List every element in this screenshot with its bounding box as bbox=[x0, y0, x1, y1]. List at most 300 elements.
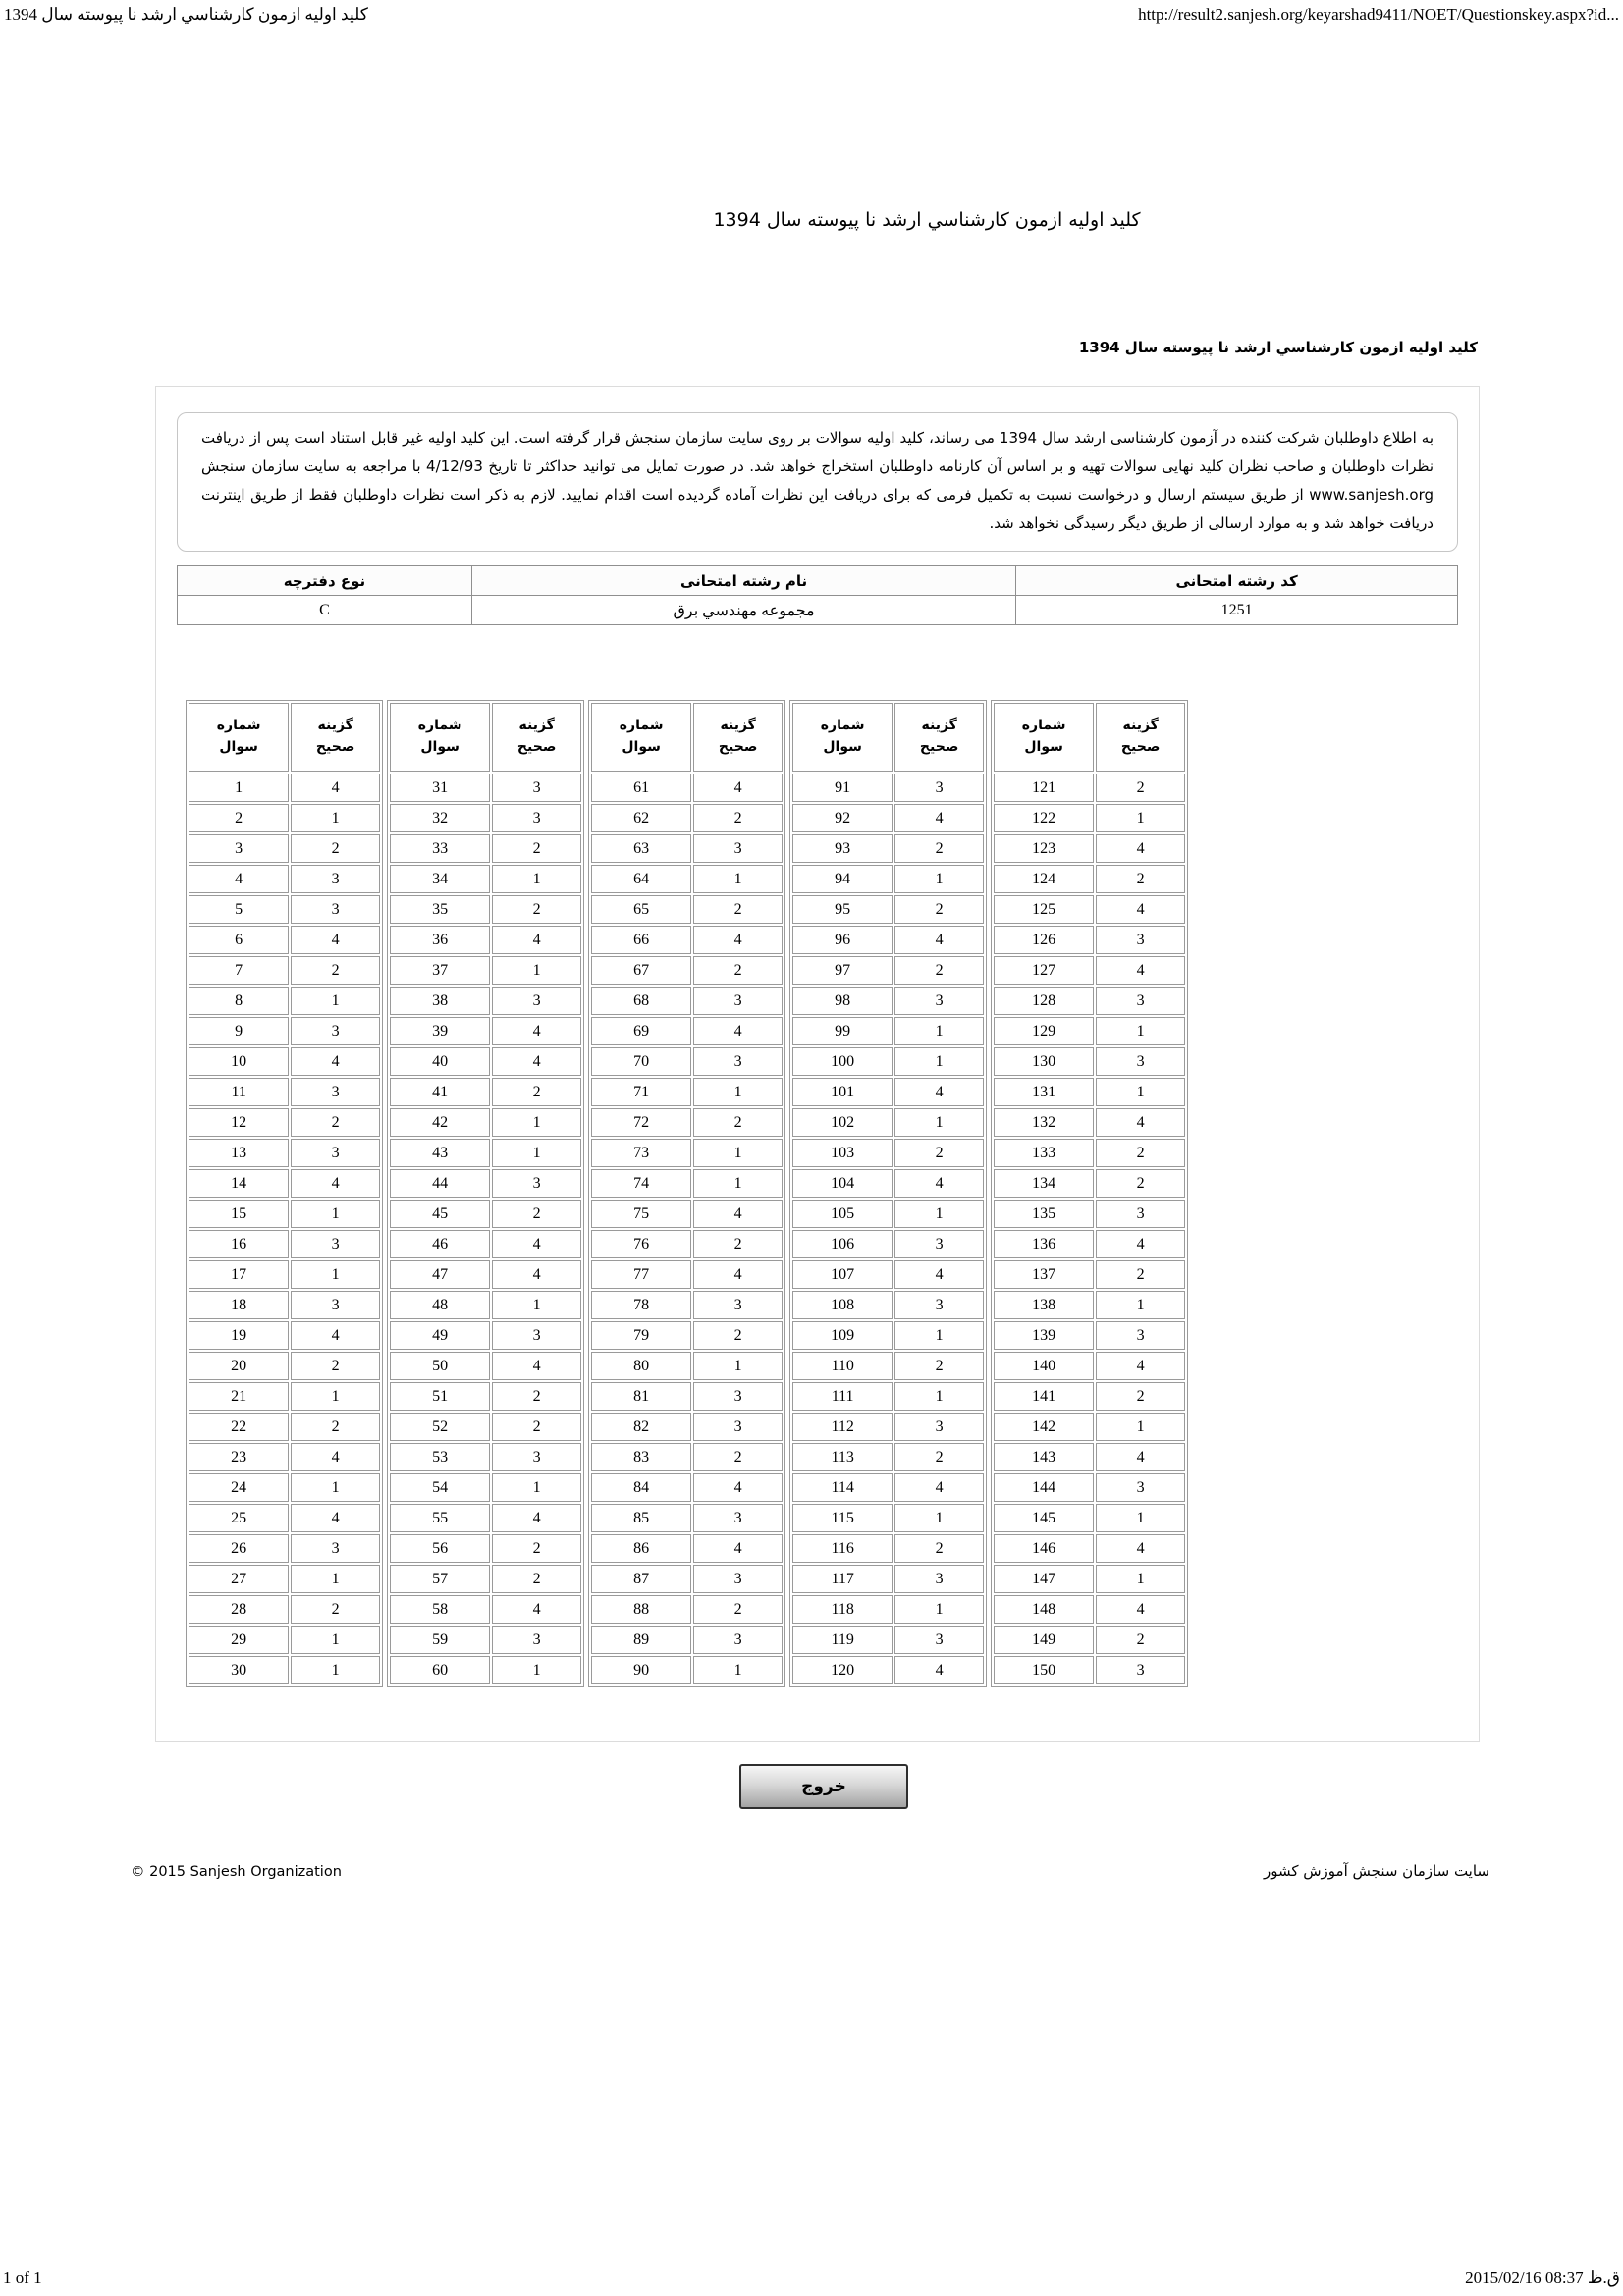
question-number: 65 bbox=[591, 895, 691, 924]
answer-row bbox=[994, 1534, 1185, 1563]
answer-row bbox=[390, 865, 581, 893]
correct-option: 1 bbox=[291, 1565, 380, 1593]
question-number: 11 bbox=[189, 1078, 289, 1106]
correct-option: 4 bbox=[291, 1504, 380, 1532]
question-number: 147 bbox=[994, 1565, 1094, 1593]
question-number: 35 bbox=[390, 895, 490, 924]
question-number: 51 bbox=[390, 1382, 490, 1411]
correct-option: 1 bbox=[894, 865, 984, 893]
question-number: 75 bbox=[591, 1200, 691, 1228]
correct-option: 1 bbox=[492, 956, 581, 985]
correct-option: 1 bbox=[1096, 1565, 1185, 1593]
answer-row bbox=[792, 804, 984, 832]
exam-name-value: مجموعه مهندسي برق bbox=[471, 596, 1015, 625]
correct-option: 4 bbox=[492, 1260, 581, 1289]
correct-option: 3 bbox=[894, 1626, 984, 1654]
question-number: 108 bbox=[792, 1291, 893, 1319]
answer-row bbox=[390, 1078, 581, 1106]
answer-row bbox=[390, 834, 581, 863]
question-number: 25 bbox=[189, 1504, 289, 1532]
correct-option: 4 bbox=[894, 1260, 984, 1289]
correct-option: 3 bbox=[291, 1230, 380, 1258]
question-number: 89 bbox=[591, 1626, 691, 1654]
answer-row bbox=[591, 1504, 783, 1532]
correct-option: 1 bbox=[291, 1260, 380, 1289]
correct-option: 1 bbox=[693, 1352, 783, 1380]
question-number: 10 bbox=[189, 1047, 289, 1076]
answer-row bbox=[994, 1626, 1185, 1654]
question-number: 85 bbox=[591, 1504, 691, 1532]
correct-option: 1 bbox=[894, 1047, 984, 1076]
section-title: کلید اولیه ازمون کارشناسي ارشد نا پیوسته سال 1394 bbox=[1078, 339, 1478, 356]
correct-option: 2 bbox=[1096, 865, 1185, 893]
correct-option: 2 bbox=[894, 834, 984, 863]
correct-option-header: گزینه صحیح bbox=[693, 703, 783, 772]
question-number: 24 bbox=[189, 1473, 289, 1502]
answer-row bbox=[189, 1595, 380, 1624]
answer-key-header-row bbox=[792, 703, 984, 772]
answer-row bbox=[390, 1200, 581, 1228]
answer-row bbox=[189, 987, 380, 1015]
question-number: 105 bbox=[792, 1200, 893, 1228]
question-number: 102 bbox=[792, 1108, 893, 1137]
answer-row bbox=[994, 926, 1185, 954]
answer-row bbox=[792, 1047, 984, 1076]
question-number: 122 bbox=[994, 804, 1094, 832]
correct-option: 1 bbox=[693, 1139, 783, 1167]
answer-row bbox=[390, 1047, 581, 1076]
answer-row bbox=[189, 1565, 380, 1593]
answer-row bbox=[591, 865, 783, 893]
print-header-title: کلید اولیه ازمون کارشناسي ارشد نا پیوسته سال 1394 bbox=[4, 5, 368, 24]
correct-option: 1 bbox=[492, 1139, 581, 1167]
question-number: 119 bbox=[792, 1626, 893, 1654]
question-number: 110 bbox=[792, 1352, 893, 1380]
correct-option: 2 bbox=[693, 1321, 783, 1350]
correct-option: 3 bbox=[693, 1047, 783, 1076]
correct-option: 2 bbox=[693, 956, 783, 985]
question-number: 30 bbox=[189, 1656, 289, 1684]
correct-option: 2 bbox=[291, 1352, 380, 1380]
correct-option: 1 bbox=[693, 865, 783, 893]
answer-row bbox=[189, 1139, 380, 1167]
answer-row bbox=[189, 1352, 380, 1380]
page-count: 1 of 1 bbox=[3, 2269, 42, 2287]
question-number: 95 bbox=[792, 895, 893, 924]
answer-row bbox=[189, 1260, 380, 1289]
correct-option: 3 bbox=[894, 987, 984, 1015]
question-number: 138 bbox=[994, 1291, 1094, 1319]
question-number: 145 bbox=[994, 1504, 1094, 1532]
answer-row bbox=[189, 804, 380, 832]
site-name-text: سایت سازمان سنجش آموزش کشور bbox=[1263, 1862, 1489, 1880]
correct-option: 1 bbox=[693, 1656, 783, 1684]
question-number: 29 bbox=[189, 1626, 289, 1654]
answer-row bbox=[792, 1078, 984, 1106]
correct-option: 2 bbox=[693, 1443, 783, 1471]
question-number: 61 bbox=[591, 774, 691, 802]
answer-row bbox=[792, 926, 984, 954]
correct-option: 1 bbox=[1096, 1413, 1185, 1441]
question-number: 100 bbox=[792, 1047, 893, 1076]
answer-row bbox=[591, 1595, 783, 1624]
answer-row bbox=[591, 1017, 783, 1045]
correct-option: 4 bbox=[291, 1169, 380, 1198]
question-number: 109 bbox=[792, 1321, 893, 1350]
question-number: 43 bbox=[390, 1139, 490, 1167]
question-number: 118 bbox=[792, 1595, 893, 1624]
answer-row bbox=[390, 895, 581, 924]
answer-row bbox=[994, 1504, 1185, 1532]
question-number: 1 bbox=[189, 774, 289, 802]
question-number: 12 bbox=[189, 1108, 289, 1137]
question-number: 134 bbox=[994, 1169, 1094, 1198]
exam-code-value: 1251 bbox=[1016, 596, 1458, 625]
correct-option: 2 bbox=[492, 834, 581, 863]
question-number: 99 bbox=[792, 1017, 893, 1045]
answer-row bbox=[591, 1169, 783, 1198]
correct-option: 2 bbox=[1096, 1169, 1185, 1198]
answer-row bbox=[189, 1230, 380, 1258]
correct-option: 2 bbox=[894, 1534, 984, 1563]
answer-row bbox=[390, 1626, 581, 1654]
notice-box bbox=[177, 412, 1458, 552]
correct-option-header: گزینه صحیح bbox=[1096, 703, 1185, 772]
question-number: 129 bbox=[994, 1017, 1094, 1045]
correct-option: 3 bbox=[492, 774, 581, 802]
question-number: 88 bbox=[591, 1595, 691, 1624]
answer-row bbox=[189, 926, 380, 954]
question-number: 31 bbox=[390, 774, 490, 802]
booklet-type-header: نوع دفترچه bbox=[178, 566, 472, 596]
correct-option: 4 bbox=[894, 1169, 984, 1198]
correct-option: 3 bbox=[693, 1565, 783, 1593]
correct-option: 4 bbox=[291, 1443, 380, 1471]
correct-option: 2 bbox=[894, 956, 984, 985]
answer-row bbox=[189, 1626, 380, 1654]
correct-option: 4 bbox=[894, 926, 984, 954]
correct-option: 4 bbox=[693, 1473, 783, 1502]
correct-option: 3 bbox=[894, 1565, 984, 1593]
answer-row bbox=[591, 1534, 783, 1563]
question-number: 142 bbox=[994, 1413, 1094, 1441]
correct-option: 1 bbox=[894, 1321, 984, 1350]
question-number: 60 bbox=[390, 1656, 490, 1684]
question-number: 130 bbox=[994, 1047, 1094, 1076]
question-number: 103 bbox=[792, 1139, 893, 1167]
answer-row bbox=[792, 1595, 984, 1624]
correct-option: 2 bbox=[1096, 1382, 1185, 1411]
correct-option: 3 bbox=[894, 1291, 984, 1319]
answer-row bbox=[792, 1473, 984, 1502]
question-number: 22 bbox=[189, 1413, 289, 1441]
answer-row bbox=[994, 774, 1185, 802]
correct-option: 3 bbox=[693, 987, 783, 1015]
answer-row bbox=[792, 1565, 984, 1593]
question-number: 37 bbox=[390, 956, 490, 985]
correct-option: 4 bbox=[894, 1078, 984, 1106]
correct-option: 1 bbox=[291, 1382, 380, 1411]
correct-option: 3 bbox=[894, 1413, 984, 1441]
answer-row bbox=[591, 1443, 783, 1471]
correct-option: 1 bbox=[291, 1200, 380, 1228]
question-number: 74 bbox=[591, 1169, 691, 1198]
question-number-header: شماره سوال bbox=[994, 703, 1094, 772]
answer-row bbox=[792, 1017, 984, 1045]
answer-row bbox=[792, 1260, 984, 1289]
correct-option-header: گزینه صحیح bbox=[894, 703, 984, 772]
correct-option: 4 bbox=[1096, 1443, 1185, 1471]
question-number: 116 bbox=[792, 1534, 893, 1563]
correct-option: 4 bbox=[1096, 1595, 1185, 1624]
answer-row bbox=[189, 895, 380, 924]
correct-option: 4 bbox=[894, 1656, 984, 1684]
answer-row bbox=[994, 1169, 1185, 1198]
correct-option: 3 bbox=[291, 1139, 380, 1167]
question-number: 17 bbox=[189, 1260, 289, 1289]
answer-row bbox=[994, 1108, 1185, 1137]
question-number: 36 bbox=[390, 926, 490, 954]
question-number: 117 bbox=[792, 1565, 893, 1593]
question-number: 14 bbox=[189, 1169, 289, 1198]
question-number: 101 bbox=[792, 1078, 893, 1106]
question-number: 90 bbox=[591, 1656, 691, 1684]
answer-row bbox=[792, 1504, 984, 1532]
answer-row bbox=[994, 1473, 1185, 1502]
answer-row bbox=[792, 956, 984, 985]
answer-row bbox=[591, 1565, 783, 1593]
answer-row bbox=[994, 834, 1185, 863]
question-number: 46 bbox=[390, 1230, 490, 1258]
answer-row bbox=[189, 1108, 380, 1137]
question-number: 150 bbox=[994, 1656, 1094, 1684]
answer-row bbox=[994, 1595, 1185, 1624]
question-number-header: شماره سوال bbox=[792, 703, 893, 772]
correct-option: 1 bbox=[1096, 804, 1185, 832]
question-number: 20 bbox=[189, 1352, 289, 1380]
answer-row bbox=[189, 1504, 380, 1532]
question-number: 77 bbox=[591, 1260, 691, 1289]
exam-code-header: کد رشته امتحانی bbox=[1016, 566, 1458, 596]
question-number: 104 bbox=[792, 1169, 893, 1198]
question-number: 140 bbox=[994, 1352, 1094, 1380]
correct-option: 4 bbox=[1096, 1534, 1185, 1563]
correct-option: 2 bbox=[1096, 774, 1185, 802]
answer-row bbox=[792, 865, 984, 893]
correct-option: 4 bbox=[693, 774, 783, 802]
exam-info-value-row bbox=[178, 596, 1458, 625]
answer-row bbox=[792, 1139, 984, 1167]
correct-option: 2 bbox=[693, 1230, 783, 1258]
correct-option: 2 bbox=[693, 804, 783, 832]
answer-row bbox=[591, 1200, 783, 1228]
answer-row bbox=[390, 1656, 581, 1684]
exam-info-header-row bbox=[178, 566, 1458, 596]
answer-key-header-row bbox=[994, 703, 1185, 772]
correct-option: 2 bbox=[894, 1443, 984, 1471]
answer-row bbox=[591, 1108, 783, 1137]
question-number: 114 bbox=[792, 1473, 893, 1502]
question-number: 76 bbox=[591, 1230, 691, 1258]
print-datetime: 2015/02/16 08:37 ق.ظ bbox=[1465, 2269, 1620, 2287]
question-number: 58 bbox=[390, 1595, 490, 1624]
question-number: 8 bbox=[189, 987, 289, 1015]
correct-option: 2 bbox=[291, 1108, 380, 1137]
correct-option: 4 bbox=[693, 926, 783, 954]
correct-option: 1 bbox=[1096, 1078, 1185, 1106]
question-number: 42 bbox=[390, 1108, 490, 1137]
correct-option: 1 bbox=[492, 1108, 581, 1137]
question-number: 144 bbox=[994, 1473, 1094, 1502]
correct-option: 4 bbox=[894, 804, 984, 832]
question-number: 2 bbox=[189, 804, 289, 832]
question-number: 126 bbox=[994, 926, 1094, 954]
correct-option: 3 bbox=[693, 1504, 783, 1532]
correct-option: 4 bbox=[1096, 956, 1185, 985]
correct-option: 4 bbox=[1096, 834, 1185, 863]
answer-key-header-row bbox=[189, 703, 380, 772]
correct-option: 1 bbox=[1096, 1504, 1185, 1532]
correct-option: 4 bbox=[492, 1230, 581, 1258]
correct-option: 3 bbox=[492, 1443, 581, 1471]
correct-option: 3 bbox=[492, 1626, 581, 1654]
answer-key-header-row bbox=[591, 703, 783, 772]
exit-button[interactable]: خروج bbox=[739, 1764, 908, 1809]
answer-row bbox=[390, 1413, 581, 1441]
answer-row bbox=[591, 1352, 783, 1380]
answer-row bbox=[792, 834, 984, 863]
correct-option: 3 bbox=[894, 774, 984, 802]
question-number: 5 bbox=[189, 895, 289, 924]
question-number: 94 bbox=[792, 865, 893, 893]
question-number: 115 bbox=[792, 1504, 893, 1532]
question-number: 48 bbox=[390, 1291, 490, 1319]
question-number: 93 bbox=[792, 834, 893, 863]
question-number: 137 bbox=[994, 1260, 1094, 1289]
answer-row bbox=[792, 1321, 984, 1350]
correct-option: 3 bbox=[492, 804, 581, 832]
correct-option: 3 bbox=[693, 1626, 783, 1654]
answer-row bbox=[591, 1413, 783, 1441]
question-number: 56 bbox=[390, 1534, 490, 1563]
correct-option: 2 bbox=[894, 1139, 984, 1167]
correct-option: 3 bbox=[1096, 1200, 1185, 1228]
browser-print-header bbox=[4, 5, 1619, 25]
correct-option: 4 bbox=[1096, 1108, 1185, 1137]
correct-option: 1 bbox=[492, 1291, 581, 1319]
correct-option: 3 bbox=[1096, 1473, 1185, 1502]
correct-option: 3 bbox=[693, 1413, 783, 1441]
correct-option: 1 bbox=[894, 1595, 984, 1624]
correct-option: 2 bbox=[492, 1565, 581, 1593]
question-number: 87 bbox=[591, 1565, 691, 1593]
answer-row bbox=[189, 1078, 380, 1106]
question-number: 27 bbox=[189, 1565, 289, 1593]
question-number: 52 bbox=[390, 1413, 490, 1441]
answer-row bbox=[792, 1200, 984, 1228]
correct-option: 2 bbox=[693, 895, 783, 924]
correct-option: 2 bbox=[693, 1595, 783, 1624]
correct-option: 2 bbox=[693, 1108, 783, 1137]
answer-row bbox=[189, 1656, 380, 1684]
correct-option: 3 bbox=[291, 1078, 380, 1106]
answer-row bbox=[792, 987, 984, 1015]
answer-row bbox=[390, 1534, 581, 1563]
question-number: 79 bbox=[591, 1321, 691, 1350]
question-number-header: شماره سوال bbox=[189, 703, 289, 772]
question-number: 66 bbox=[591, 926, 691, 954]
correct-option: 3 bbox=[291, 1017, 380, 1045]
answer-row bbox=[189, 1534, 380, 1563]
question-number: 135 bbox=[994, 1200, 1094, 1228]
answer-row bbox=[591, 1260, 783, 1289]
answer-row bbox=[591, 1626, 783, 1654]
correct-option: 1 bbox=[894, 1017, 984, 1045]
question-number: 47 bbox=[390, 1260, 490, 1289]
site-footer bbox=[131, 1862, 1489, 1880]
correct-option: 3 bbox=[291, 895, 380, 924]
answer-row bbox=[792, 1382, 984, 1411]
question-number: 127 bbox=[994, 956, 1094, 985]
answer-row bbox=[994, 1260, 1185, 1289]
correct-option: 2 bbox=[291, 1595, 380, 1624]
answer-key-header-row bbox=[390, 703, 581, 772]
question-number: 44 bbox=[390, 1169, 490, 1198]
question-number: 53 bbox=[390, 1443, 490, 1471]
correct-option: 4 bbox=[1096, 1230, 1185, 1258]
correct-option: 2 bbox=[1096, 1626, 1185, 1654]
question-number: 9 bbox=[189, 1017, 289, 1045]
answer-row bbox=[189, 774, 380, 802]
correct-option: 2 bbox=[1096, 1139, 1185, 1167]
question-number: 63 bbox=[591, 834, 691, 863]
question-number: 132 bbox=[994, 1108, 1094, 1137]
answer-row bbox=[390, 1382, 581, 1411]
question-number: 26 bbox=[189, 1534, 289, 1563]
question-number: 68 bbox=[591, 987, 691, 1015]
correct-option: 3 bbox=[1096, 987, 1185, 1015]
question-number: 71 bbox=[591, 1078, 691, 1106]
question-number: 32 bbox=[390, 804, 490, 832]
answer-row bbox=[994, 1200, 1185, 1228]
answer-row bbox=[792, 1443, 984, 1471]
answer-row bbox=[591, 1230, 783, 1258]
correct-option: 4 bbox=[1096, 1352, 1185, 1380]
question-number: 70 bbox=[591, 1047, 691, 1076]
answer-row bbox=[390, 956, 581, 985]
correct-option: 4 bbox=[894, 1473, 984, 1502]
answer-row bbox=[390, 1017, 581, 1045]
answer-row bbox=[390, 1230, 581, 1258]
question-number: 107 bbox=[792, 1260, 893, 1289]
question-number-header: شماره سوال bbox=[591, 703, 691, 772]
answer-row bbox=[792, 774, 984, 802]
question-number: 91 bbox=[792, 774, 893, 802]
correct-option: 2 bbox=[492, 895, 581, 924]
answer-row bbox=[792, 1656, 984, 1684]
answer-row bbox=[189, 1382, 380, 1411]
question-number: 50 bbox=[390, 1352, 490, 1380]
correct-option: 3 bbox=[492, 1321, 581, 1350]
answer-row bbox=[591, 1656, 783, 1684]
answer-row bbox=[994, 1291, 1185, 1319]
question-number: 131 bbox=[994, 1078, 1094, 1106]
question-number: 124 bbox=[994, 865, 1094, 893]
answer-row bbox=[994, 1017, 1185, 1045]
question-number: 62 bbox=[591, 804, 691, 832]
answer-key-table bbox=[186, 700, 383, 1687]
browser-print-footer bbox=[3, 2269, 1620, 2288]
